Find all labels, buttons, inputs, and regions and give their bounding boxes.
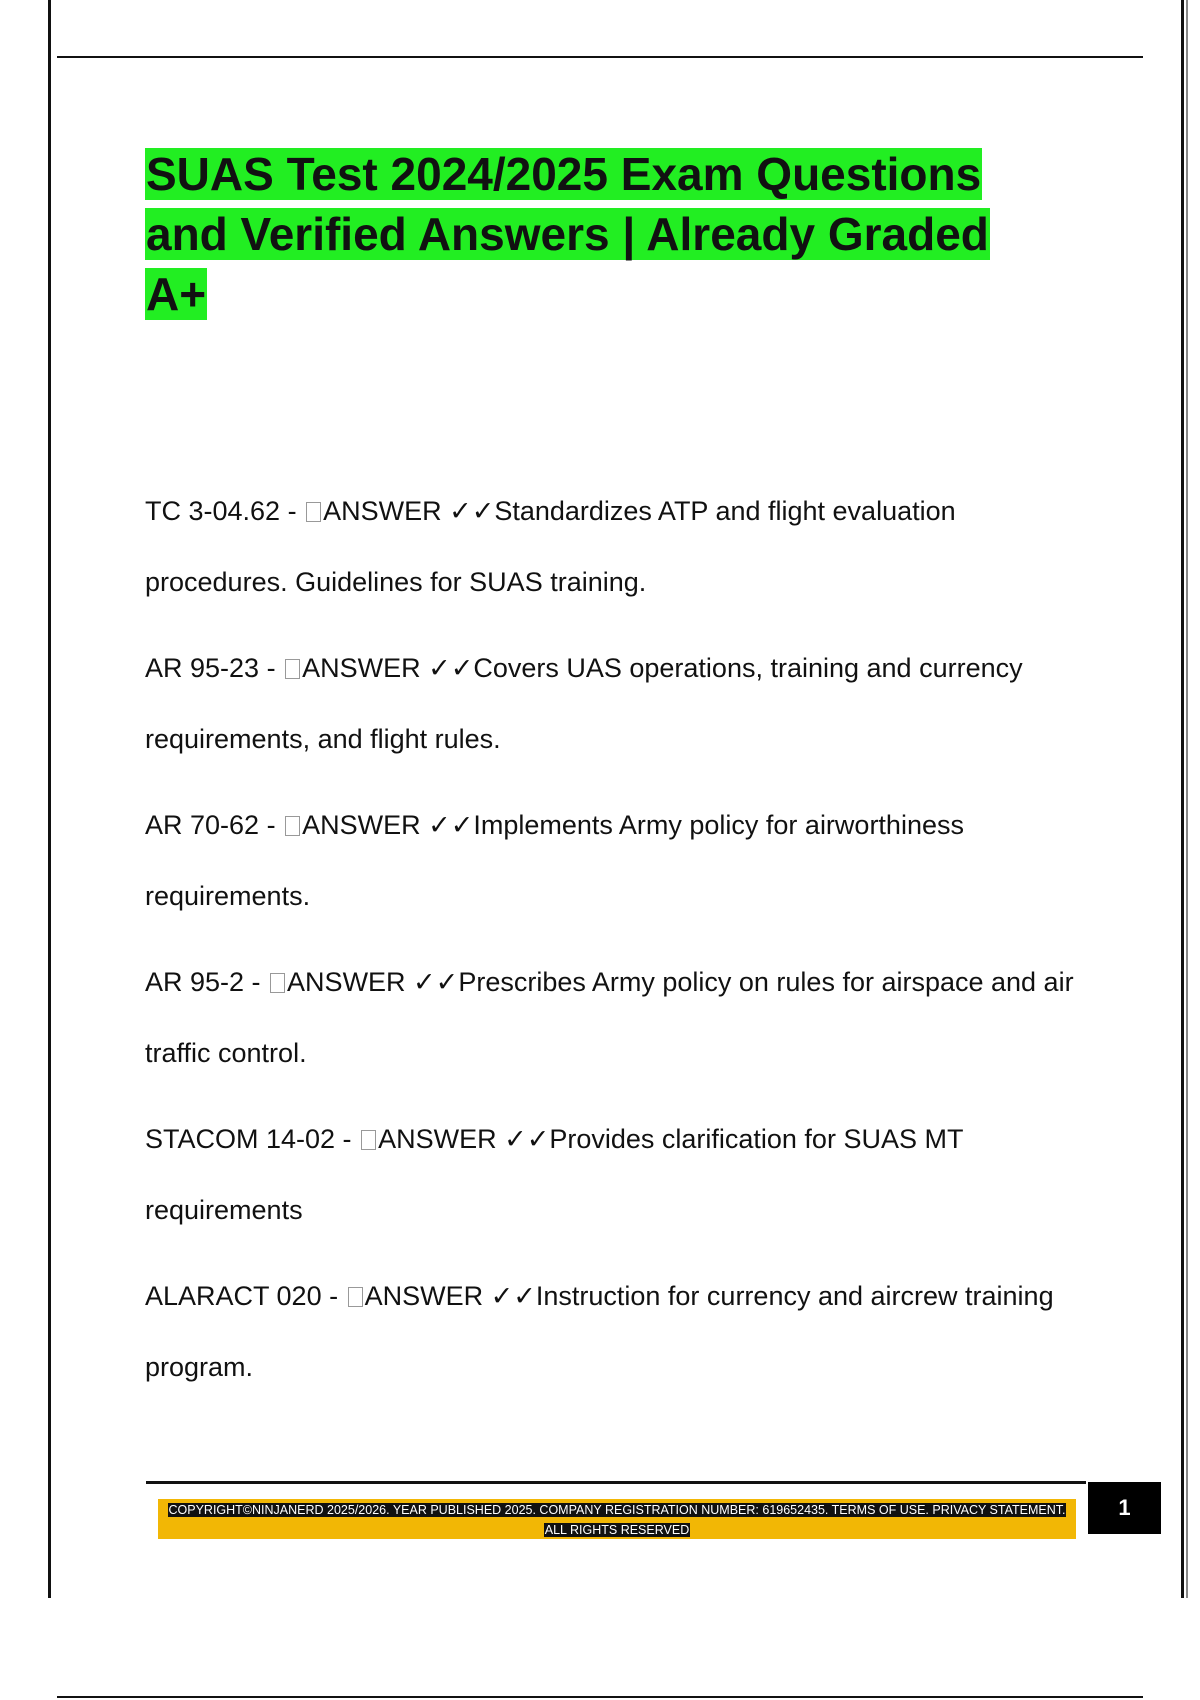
qa-answer: Standardizes ATP and flight evaluation procedures. Guidelines for SUAS training.: [145, 496, 956, 597]
qa-item: [145, 1104, 1105, 1246]
answer-marker: ANSWER ✓✓: [323, 496, 495, 526]
document-title: [145, 144, 1045, 324]
qa-term: STACOM 14-02 -: [145, 1124, 360, 1154]
missing-glyph-icon: [306, 502, 321, 522]
missing-glyph-icon: [285, 816, 300, 836]
qa-item: [145, 790, 1105, 932]
qa-item: [145, 633, 1105, 775]
qa-term: AR 95-23 -: [145, 653, 284, 683]
footer-rule: [146, 1481, 1086, 1484]
page-number: 1: [1088, 1482, 1161, 1534]
qa-term: TC 3-04.62 -: [145, 496, 305, 526]
qa-list: [145, 476, 1105, 1418]
page-right-border-shadow: [1186, 0, 1188, 1598]
header-rule: [57, 56, 1143, 58]
qa-term: AR 95-2 -: [145, 967, 269, 997]
answer-marker: ANSWER ✓✓: [302, 653, 474, 683]
missing-glyph-icon: [348, 1287, 363, 1307]
footer-copyright: [158, 1500, 1076, 1540]
answer-marker: ANSWER ✓✓: [364, 1281, 536, 1311]
qa-answer: Instruction for currency and aircrew training program.: [145, 1281, 1054, 1382]
qa-item: [145, 947, 1105, 1089]
missing-glyph-icon: [270, 973, 285, 993]
missing-glyph-icon: [361, 1130, 376, 1150]
answer-marker: ANSWER ✓✓: [302, 810, 474, 840]
page-left-border: [48, 0, 51, 1598]
qa-item: [145, 476, 1105, 618]
next-page-rule: [57, 1696, 1143, 1698]
qa-term: ALARACT 020 -: [145, 1281, 346, 1311]
page-right-border: [1181, 0, 1184, 1598]
missing-glyph-icon: [285, 659, 300, 679]
qa-item: [145, 1261, 1105, 1403]
footer-copyright-text: COPYRIGHT©NINJANERD 2025/2026. YEAR PUBLISHED 2025. COMPANY REGISTRATION NUMBER: 619652435. TERMS OF USE. PRIVACY STATEMENT. ALL RIGHTS RESERVED: [168, 1503, 1066, 1537]
qa-term: AR 70-62 -: [145, 810, 284, 840]
document-title-text: SUAS Test 2024/2025 Exam Questions and Verified Answers | Already Graded A+: [146, 148, 989, 320]
qa-answer: Implements Army policy for airworthiness requirements.: [145, 810, 964, 911]
answer-marker: ANSWER ✓✓: [378, 1124, 550, 1154]
answer-marker: ANSWER ✓✓: [287, 967, 459, 997]
qa-answer: Provides clarification for SUAS MT requirements: [145, 1124, 963, 1225]
qa-answer: Prescribes Army policy on rules for airspace and air traffic control.: [145, 967, 1074, 1068]
qa-answer: Covers UAS operations, training and currency requirements, and flight rules.: [145, 653, 1023, 754]
